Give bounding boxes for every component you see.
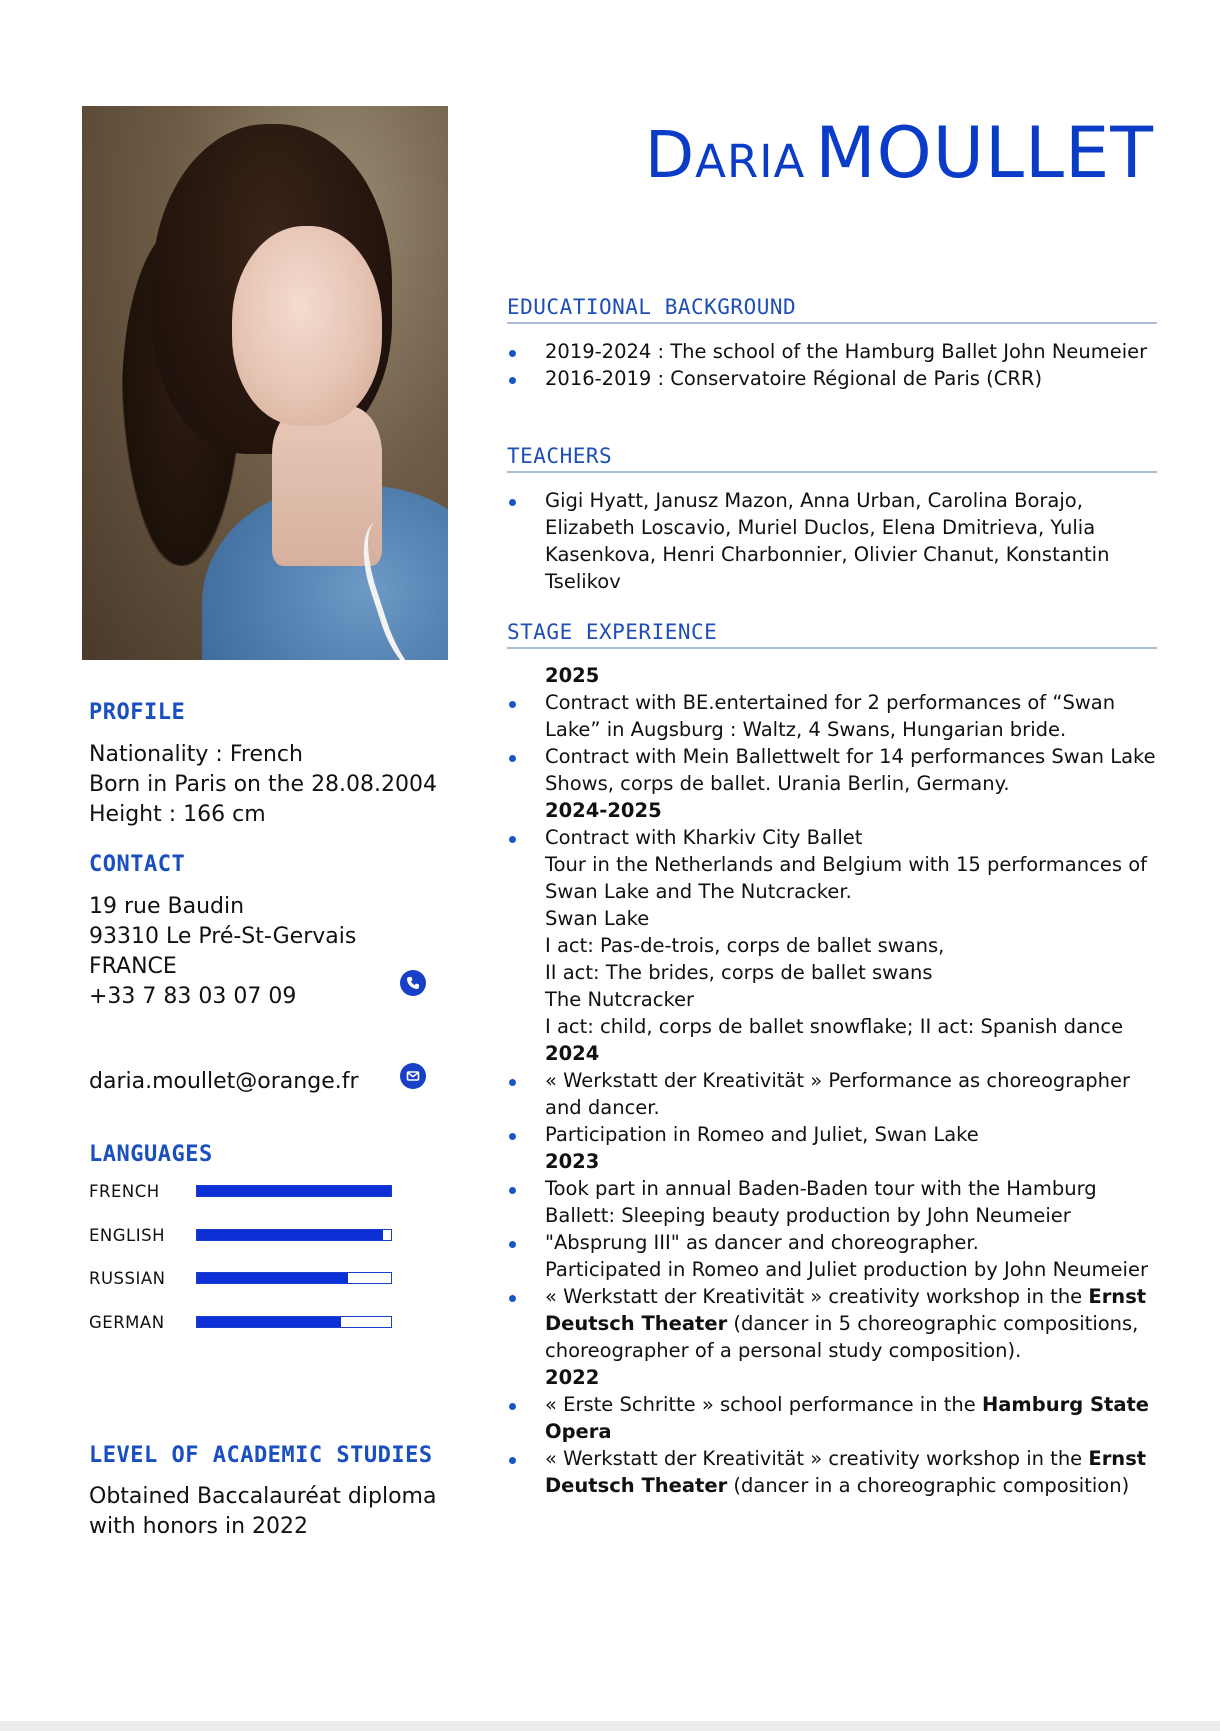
venue-name: Ernst Deutsch Theater (545, 1285, 1147, 1335)
language-label: FRENCH (89, 1182, 160, 1201)
list-line: II act: The brides, corps de ballet swans (545, 961, 933, 984)
year-heading: 2025 (545, 664, 600, 687)
contact-address (89, 892, 356, 1012)
venue-name: Hamburg State Opera (545, 1393, 1150, 1443)
profile-photo (82, 106, 448, 660)
list-text: « Werkstatt der Kreativität » creativity workshop in the (545, 1285, 1089, 1308)
list-line: The Nutcracker (545, 988, 695, 1011)
language-level-bar (196, 1316, 392, 1328)
stage-title: STAGE EXPERIENCE (507, 620, 718, 644)
list-item (507, 1445, 1157, 1499)
list-line: Participated in Romeo and Juliet production by John Neumeier (545, 1258, 1148, 1281)
list-line: "Absprung III" as dancer and choreographer. (545, 1231, 979, 1254)
profile-details (89, 740, 437, 830)
language-level-bar (196, 1229, 392, 1241)
language-label: RUSSIAN (89, 1269, 166, 1288)
year-heading: 2024 (545, 1042, 600, 1065)
language-label: ENGLISH (89, 1226, 165, 1245)
first-name: Daria (644, 119, 806, 193)
list-item (507, 1391, 1157, 1445)
academic-details (89, 1482, 436, 1542)
teachers-list (507, 487, 1157, 595)
phone-number[interactable]: +33 7 83 03 07 09 (89, 984, 297, 1009)
year-heading: 2023 (545, 1150, 600, 1173)
list-item: Took part in annual Baden-Baden tour with the Hamburg Ballett: Sleeping beauty production by John Neumeier (507, 1175, 1157, 1229)
list-item (507, 1229, 1157, 1283)
list-item: « Werkstatt der Kreativität » Performance as choreographer and dancer. (507, 1067, 1157, 1121)
language-level-bar (196, 1272, 392, 1284)
list-line: I act: Pas-de-trois, corps de ballet swans, (545, 934, 945, 957)
list-text: (dancer in 5 choreographic compositions, choreographer of a personal study composition). (545, 1312, 1139, 1362)
phone-icon (400, 970, 426, 996)
academic-line: Obtained Baccalauréat diploma (89, 1484, 437, 1509)
list-line: Swan Lake (545, 907, 650, 930)
nationality: Nationality : French (89, 742, 303, 767)
teachers-title: TEACHERS (507, 444, 613, 468)
name-heading (584, 112, 1154, 194)
contact-title: CONTACT (89, 852, 186, 877)
education-divider (507, 322, 1157, 324)
venue-name: Ernst Deutsch Theater (545, 1447, 1147, 1497)
education-list (507, 338, 1157, 392)
level-fill (197, 1317, 341, 1327)
level-fill (197, 1273, 348, 1283)
list-item (507, 1283, 1157, 1364)
list-item: Contract with BE.entertained for 2 performances of “Swan Lake” in Augsburg : Waltz, 4 Swans, Hungarian bride. (507, 689, 1157, 743)
stage-list (507, 662, 1157, 1499)
level-fill (197, 1186, 391, 1196)
language-level-bar (196, 1185, 392, 1197)
stage-divider (507, 647, 1157, 649)
birth-info: Born in Paris on the 28.08.2004 (89, 772, 438, 797)
profile-title: PROFILE (89, 700, 186, 725)
city: 93310 Le Pré-St-Gervais (89, 924, 357, 949)
height: Height : 166 cm (89, 802, 266, 827)
languages-title: LANGUAGES (89, 1142, 213, 1167)
list-text: « Werkstatt der Kreativität » creativity workshop in the (545, 1447, 1089, 1470)
teachers-divider (507, 471, 1157, 473)
list-text: « Erste Schritte » school performance in the (545, 1393, 982, 1416)
email-address[interactable] (89, 1067, 359, 1097)
education-title: EDUCATIONAL BACKGROUND (507, 295, 797, 319)
list-item: Gigi Hyatt, Janusz Mazon, Anna Urban, Carolina Borajo, Elizabeth Loscavio, Muriel Duclos, Elena Dmitrieva, Yulia Kasenkova, Henri Charbonnier, Olivier Chanut, Konstantin Tselikov (507, 487, 1157, 595)
email-text[interactable]: daria.moullet@orange.fr (89, 1069, 359, 1094)
list-line: Contract with Kharkiv City Ballet (545, 826, 863, 849)
email-icon (400, 1063, 426, 1089)
page-bottom-edge (0, 1721, 1220, 1731)
list-line: Tour in the Netherlands and Belgium with 15 performances of Swan Lake and The Nutcracker. (545, 853, 1147, 903)
street: 19 rue Baudin (89, 894, 245, 919)
list-item: 2016-2019 : Conservatoire Régional de Paris (CRR) (507, 365, 1157, 392)
list-item: Contract with Mein Ballettwelt for 14 performances Swan Lake Shows, corps de ballet. Urania Berlin, Germany. (507, 743, 1157, 797)
list-item (507, 824, 1157, 1040)
list-line: I act: child, corps de ballet snowflake; II act: Spanish dance (545, 1015, 1124, 1038)
last-name: MOULLET (815, 112, 1154, 194)
list-item: Participation in Romeo and Juliet, Swan Lake (507, 1121, 1157, 1148)
year-heading: 2022 (545, 1366, 600, 1389)
country: FRANCE (89, 954, 177, 979)
academic-title: LEVEL OF ACADEMIC STUDIES (89, 1443, 433, 1468)
academic-line: with honors in 2022 (89, 1514, 309, 1539)
level-fill (197, 1230, 383, 1240)
list-item: 2019-2024 : The school of the Hamburg Ballet John Neumeier (507, 338, 1157, 365)
list-text: (dancer in a choreographic composition) (727, 1474, 1130, 1497)
language-label: GERMAN (89, 1313, 165, 1332)
year-heading: 2024-2025 (545, 799, 662, 822)
